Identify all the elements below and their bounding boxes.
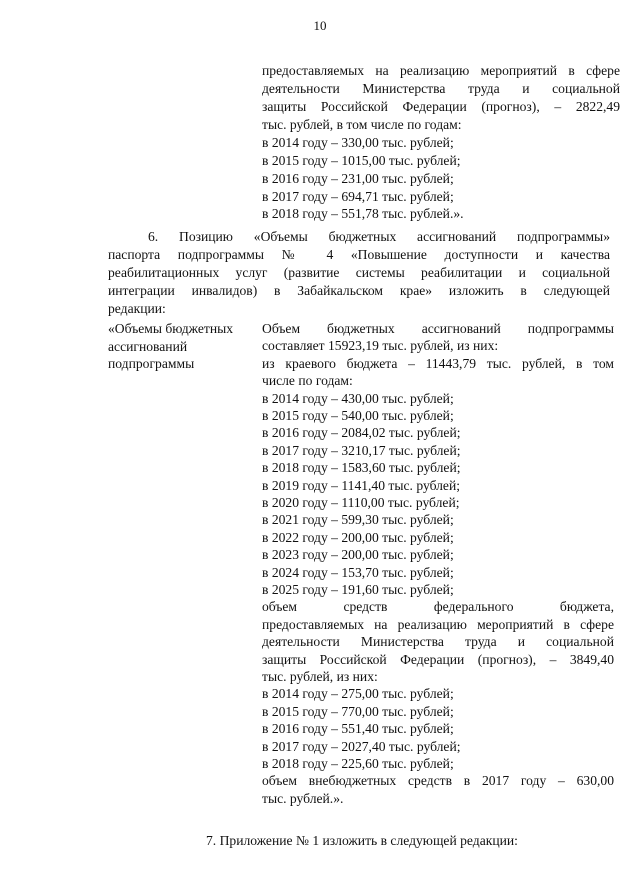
table-left-cell-line: «Объемы бюджетных [108,321,234,336]
table-right-cell-line: деятельности Министерства труда и социальной [262,634,614,650]
item6-line: 6. Позицию «Объемы бюджетных ассигнований подпрограммы» [148,229,610,244]
table-right-cell-line: в 2015 году – 540,00 тыс. рублей; [262,408,454,423]
table-right-cell-line: в 2023 году – 200,00 тыс. рублей; [262,547,454,563]
table-right-cell-line: в 2016 году – 551,40 тыс. рублей; [262,721,454,737]
top-block-line: деятельности Министерства труда и социальной [262,81,620,96]
table-right-cell-line: в 2014 году – 275,00 тыс. рублей; [262,686,454,702]
page-number: 10 [313,18,327,33]
table-right-cell-line: в 2021 году – 599,30 тыс. рублей; [262,512,454,528]
item6-line: редакции: [108,301,166,316]
table-right-cell-line: в 2024 году – 153,70 тыс. рублей; [262,564,454,580]
top-block-line: предоставляемых на реализацию мероприятий в сфере [262,63,620,78]
top-block-line: в 2014 году – 330,00 тыс. рублей; [262,135,454,150]
table-right-cell-line: в 2016 году – 2084,02 тыс. рублей; [262,425,461,441]
table-right-cell-line: тыс. рублей, из них: [262,669,378,684]
table-right-cell-line: в 2015 году – 770,00 тыс. рублей; [262,703,454,719]
table-right-cell-line: в 2017 году – 2027,40 тыс. рублей; [262,738,461,754]
table-right-cell-line: в 2022 году – 200,00 тыс. рублей; [262,529,454,545]
table-right-cell-line: в 2017 году – 3210,17 тыс. рублей; [262,442,461,458]
table-right-cell-line: в 2020 году – 1110,00 тыс. рублей; [262,495,460,510]
table-left-cell-line: подпрограммы [108,356,195,371]
table-right-cell-line: предоставляемых на реализацию мероприятий в сфере [262,616,614,632]
table-right-cell-line: в 2025 году – 191,60 тыс. рублей; [262,582,454,597]
table-right-cell-line: тыс. рублей.». [262,790,344,806]
table-right-cell-line: защиты Российской Федерации (прогноз), – 3849,40 [262,651,614,667]
table-right-cell-line: объем внебюджетных средств в 2017 году – 630,00 [262,773,614,789]
item7-line: 7. Приложение № 1 изложить в следующей редакции: [206,833,518,848]
table-left-cell-line: ассигнований [108,339,188,354]
table-right-cell-line: составляет 15923,19 тыс. рублей, из них: [262,338,499,354]
table-right-cell-line: в 2018 году – 225,60 тыс. рублей; [262,756,454,771]
top-block-line: в 2017 году – 694,71 тыс. рублей; [262,189,454,204]
top-block-line: в 2016 году – 231,00 тыс. рублей; [262,171,454,186]
item6-line: паспорта подпрограммы № 4 «Повышение доступности и качества [108,247,610,262]
item6-line: реабилитационных услуг (развитие системы реабилитации и социальной [108,265,610,280]
item6-line: интеграции инвалидов) в Забайкальском крае» изложить в следующей [108,283,610,298]
table-right-cell-line: в 2018 году – 1583,60 тыс. рублей; [262,460,461,476]
table-right-cell-line: в 2019 году – 1141,40 тыс. рублей; [262,477,461,493]
top-block-line: в 2015 году – 1015,00 тыс. рублей; [262,153,461,168]
table-right-cell-line: в 2014 году – 430,00 тыс. рублей; [262,390,454,406]
top-block-line: защиты Российской Федерации (прогноз), – 2822,49 [262,99,620,114]
table-right-cell-line: числе по годам: [262,373,353,389]
table-right-cell-line: объем средств федерального бюджета, [262,599,614,615]
top-block-line: тыс. рублей, в том числе по годам: [262,117,462,132]
top-block-line: в 2018 году – 551,78 тыс. рублей.». [262,206,464,221]
table-right-cell-line: Объем бюджетных ассигнований подпрограммы [262,321,614,336]
table-right-cell-line: из краевого бюджета – 11443,79 тыс. рублей, в том [262,355,614,371]
